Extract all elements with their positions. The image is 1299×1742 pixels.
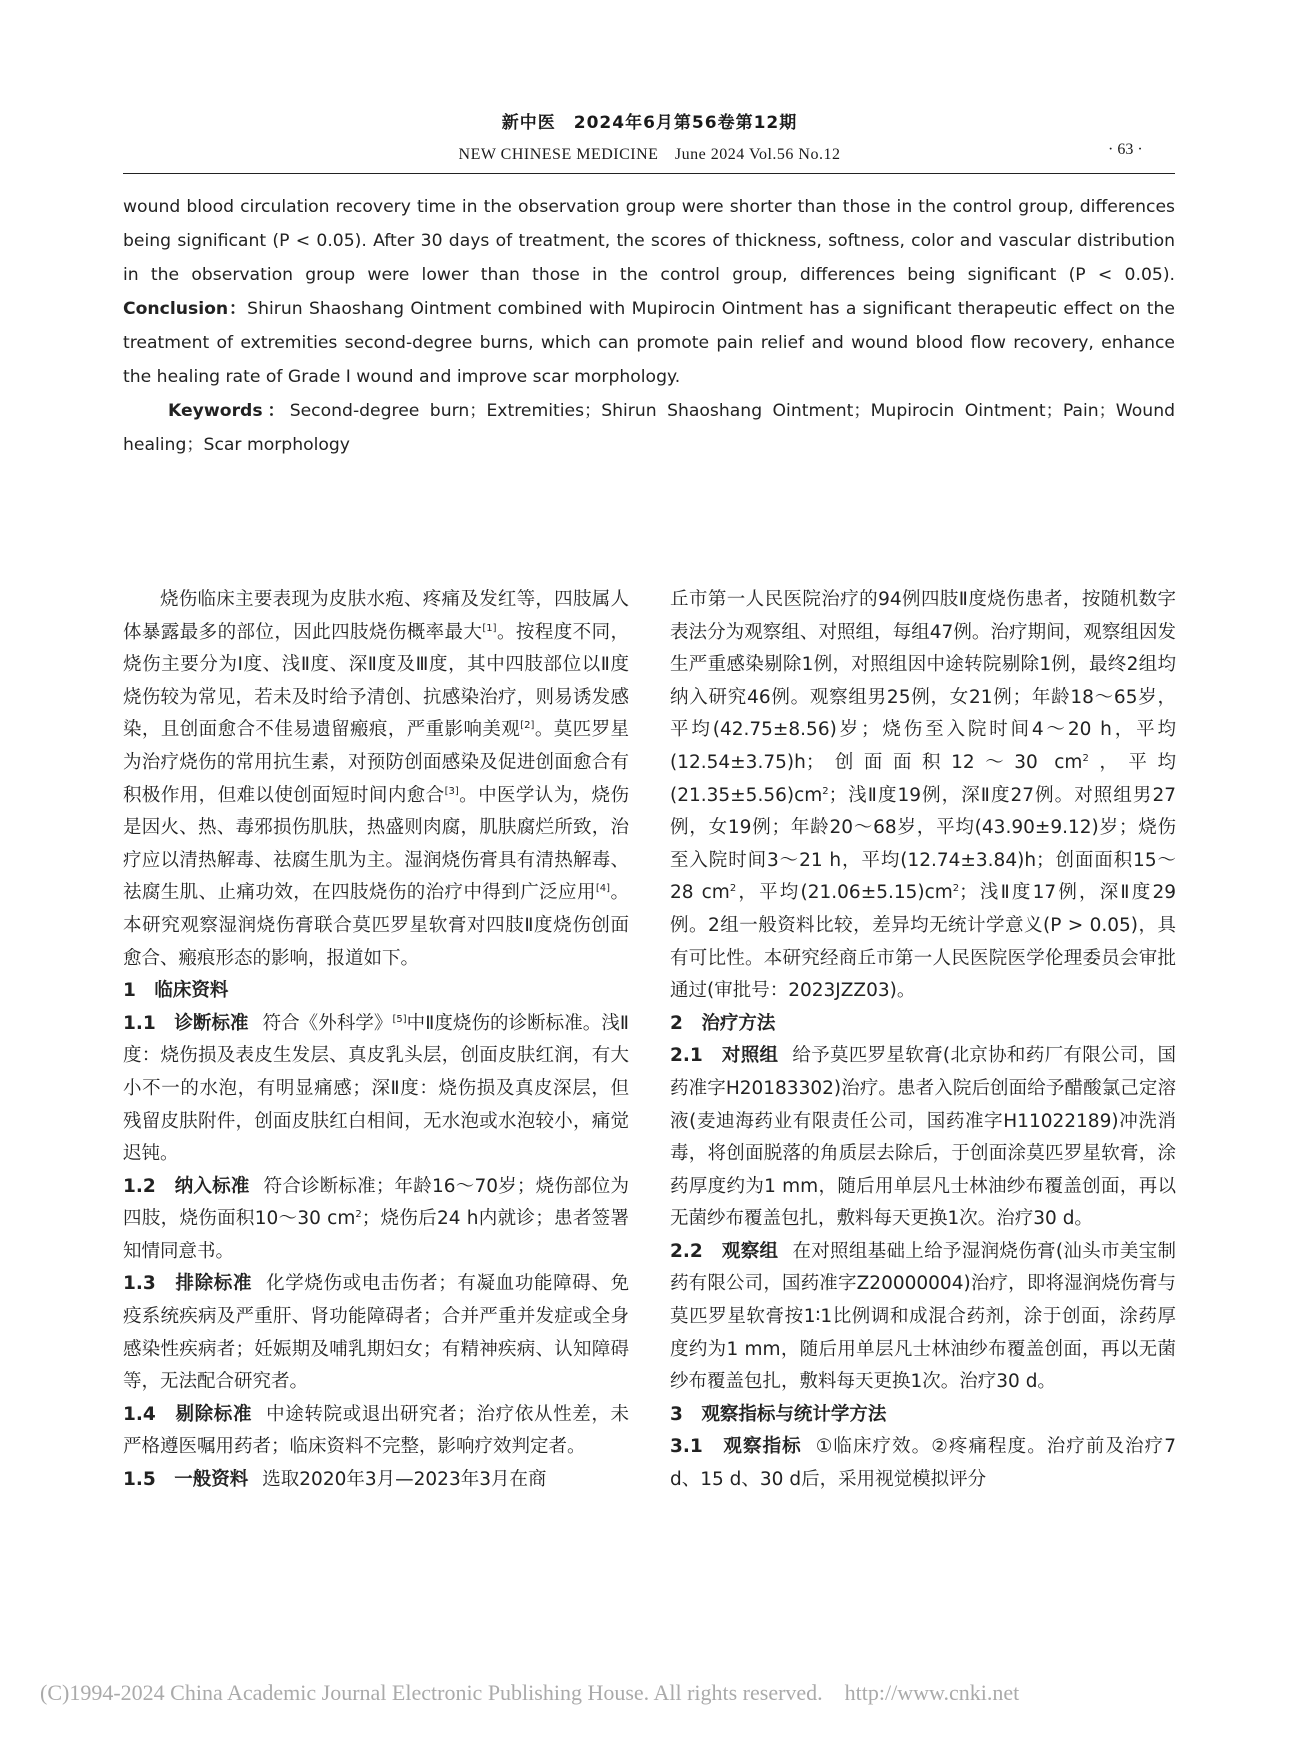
superscript: 2 (355, 1209, 362, 1221)
intro-text: 。按程度不同，烧伤主要分为Ⅰ度、浅Ⅱ度、深Ⅱ度及Ⅲ度，其中四肢部位以Ⅱ度烧伤较为常见，若未及时给予清创、抗感染治疗，则易诱发感染，且创面愈合不佳易遗留瘢痕，严重影响美观 (123, 621, 629, 741)
abstract-results: wound blood circulation recovery time in the observation group were shorter than those in the control group, differences being significant (P < 0.05). After 30 days of treatment, the scores of thickness, softness, color and vascular distribution in the observation group were lower than those in the control group, differences being significant (P < 0.05). (123, 197, 1175, 285)
superscript: 2 (822, 785, 829, 797)
subsection-label: 3.1 观察指标 (670, 1436, 802, 1458)
rejection-criteria (123, 1399, 629, 1464)
subsection-text: 化学烧伤或电击伤者；有凝血功能障碍、免疫系统疾病及严重肝、肾功能障碍者；合并严重并发症或全身感染性疾病者；妊娠期及哺乳期妇女；有精神疾病、认知障碍等，无法配合研究者。 (123, 1273, 629, 1393)
intro-text: 烧伤临床主要表现为皮肤水疱、疼痛及发红等，四肢属人体暴露最多的部位，因此四肢烧伤概率最大 (123, 589, 629, 643)
abstract-paragraph (123, 190, 1175, 394)
intro-text: 。本研究观察湿润烧伤膏联合莫匹罗星软膏对四肢Ⅱ度烧伤创面愈合、瘢痕形态的影响，报道如下。 (123, 882, 629, 969)
section-heading-2: 2 治疗方法 (670, 1012, 776, 1034)
citation-ref[interactable]: [5] (392, 1013, 407, 1025)
exclusion-criteria (123, 1268, 629, 1398)
diagnosis-criteria (123, 1008, 629, 1171)
observation-group (670, 1236, 1176, 1399)
subsection-text: 符合《外科学》 (262, 1012, 393, 1034)
english-abstract (123, 190, 1175, 462)
subsection-text: 在对照组基础上给予湿润烧伤膏(汕头市美宝制药有限公司，国药准字Z20000004)治疗，即将湿润烧伤膏与莫匹罗星软膏按1∶1比例调和成混合药剂，涂于创面，涂药厚度约为1 mm，随后用单层凡士林油纱布覆盖创面，再以无菌纱布覆盖包扎，敷料每天更换1次。治疗30 d。 (670, 1240, 1176, 1393)
general-data-continued (670, 584, 1176, 1008)
intro-text: 。莫匹罗星为治疗烧伤的常用抗生素，对预防创面感染及促进创面愈合有积极作用，但难以使创面短时间内愈合 (123, 719, 629, 806)
subsection-label: 1.4 剔除标准 (123, 1403, 253, 1425)
body-text: ；浅Ⅱ度17例，深Ⅱ度29例。2组一般资料比较，差异均无统计学意义(P > 0.05)，具有可比性。本研究经商丘市第一人民医院医学伦理委员会审批通过(审批号：2023JZZ03)。 (670, 882, 1176, 1002)
subsection-label: 1.3 排除标准 (123, 1273, 253, 1295)
observation-indicators (670, 1431, 1176, 1496)
superscript: 2 (952, 883, 960, 895)
subsection-label: 1.2 纳入标准 (123, 1175, 250, 1197)
subsection-text: 中途转院或退出研究者；治疗依从性差，未严格遵医嘱用药者；临床资料不完整，影响疗效判定者。 (123, 1403, 629, 1458)
citation-ref[interactable]: [3] (444, 785, 459, 797)
left-column (123, 584, 629, 1497)
subsection-text: 选取2020年3月—2023年3月在商 (262, 1469, 547, 1491)
keywords-label: Keywords： (168, 401, 290, 421)
general-data (123, 1464, 629, 1497)
conclusion-text: Shirun Shaoshang Ointment combined with Mupirocin Ointment has a significant therapeutic effect on the treatment of extremities second-degree burns, which can promote pain relief and wound blood flow recovery, enhance the healing rate of Grade I wound and improve scar morphology. (123, 299, 1175, 387)
body-text: ，平均(21.06±5.15)cm (736, 882, 953, 904)
subsection-text: 给予莫匹罗星软膏(北京协和药厂有限公司，国药准字H20183302)治疗。患者入院后创面给予醋酸氯己定溶液(麦迪海药业有限责任公司，国药准字H11022189)冲洗消毒，将创面脱落的角质层去除后，于创面涂莫匹罗星软膏，涂药厚度约为1 mm，随后用单层凡士林油纱布覆盖创面，再以无菌纱布覆盖包扎，敷料每天更换1次。治疗30 d。 (670, 1045, 1176, 1230)
body-text: ，平均(21.35±5.56)cm (670, 751, 1176, 806)
inclusion-criteria (123, 1171, 629, 1269)
subsection-label: 1.1 诊断标准 (123, 1012, 249, 1034)
subsection-label: 1.5 一般资料 (123, 1469, 249, 1491)
subsection-text: ①临床疗效。②疼痛程度。治疗前及治疗7 d、15 d、30 d后，采用视觉模拟评分 (670, 1436, 1176, 1491)
citation-ref[interactable]: [1] (482, 622, 497, 634)
subsection-text: 中Ⅱ度烧伤的诊断标准。浅Ⅱ度：烧伤损及表皮生发层、真皮乳头层，创面皮肤红润，有大小不一的水泡，有明显痛感；深Ⅱ度：烧伤损及真皮深层，但残留皮肤附件，创面皮肤红白相间，无水泡或水泡较小，痛觉迟钝。 (123, 1012, 629, 1165)
header-rule (123, 173, 1175, 174)
subsection-text: 符合诊断标准；年龄16～70岁；烧伤部位为四肢，烧伤面积10～30 cm (123, 1175, 629, 1230)
keywords-paragraph (123, 394, 1175, 462)
intro-text: 。中医学认为，烧伤是因火、热、毒邪损伤肌肤，热盛则肉腐，肌肤腐烂所致，治疗应以清热解毒、祛腐生肌为主。湿润烧伤膏具有清热解毒、祛腐生肌、止痛功效，在四肢烧伤的治疗中得到广泛应用 (123, 784, 629, 904)
intro-paragraph (123, 584, 629, 975)
page-number: · 63 · (1108, 141, 1143, 158)
section-heading-1: 1 临床资料 (123, 980, 229, 1002)
keywords-text: Second-degree burn；Extremities；Shirun Shaoshang Ointment；Mupirocin Ointment；Pain；Wound healing；Scar morphology (123, 401, 1176, 455)
citation-ref[interactable]: [2] (520, 720, 535, 732)
subsection-text: ；烧伤后24 h内就诊；患者签署知情同意书。 (123, 1208, 629, 1262)
section-heading-3: 3 观察指标与统计学方法 (670, 1403, 887, 1425)
superscript: 2 (1082, 752, 1089, 764)
subsection-label: 2.1 对照组 (670, 1045, 779, 1067)
control-group (670, 1040, 1176, 1236)
journal-header-en: NEW CHINESE MEDICINE June 2024 Vol.56 No.12 (458, 146, 841, 163)
subsection-label: 2.2 观察组 (670, 1240, 779, 1262)
right-column (670, 584, 1176, 1497)
copyright-footer: (C)1994-2024 China Academic Journal Electronic Publishing House. All rights reserved. http://www.cnki.net (40, 1680, 1020, 1705)
superscript: 2 (729, 883, 737, 895)
citation-ref[interactable]: [4] (595, 883, 611, 895)
body-text: 丘市第一人民医院治疗的94例四肢Ⅱ度烧伤患者，按随机数字表法分为观察组、对照组，每组47例。治疗期间，观察组因发生严重感染剔除1例，对照组因中途转院剔除1例，最终2组均纳入研究46例。观察组男25例，女21例；年龄18～65岁，平均(42.75±8.56)岁；烧伤至入院时间4～20 h，平均(12.54±3.75)h；创面面积12～30 cm (670, 589, 1176, 773)
journal-header-cn: 新中医 2024年6月第56卷第12期 (501, 113, 798, 133)
body-text: ；浅Ⅱ度19例，深Ⅱ度27例。对照组男27例，女19例；年龄20～68岁，平均(43.90±9.12)岁；烧伤至入院时间3～21 h，平均(12.74±3.84)h；创面面积15～28 cm (670, 784, 1176, 904)
conclusion-label: Conclusion： (123, 299, 248, 319)
